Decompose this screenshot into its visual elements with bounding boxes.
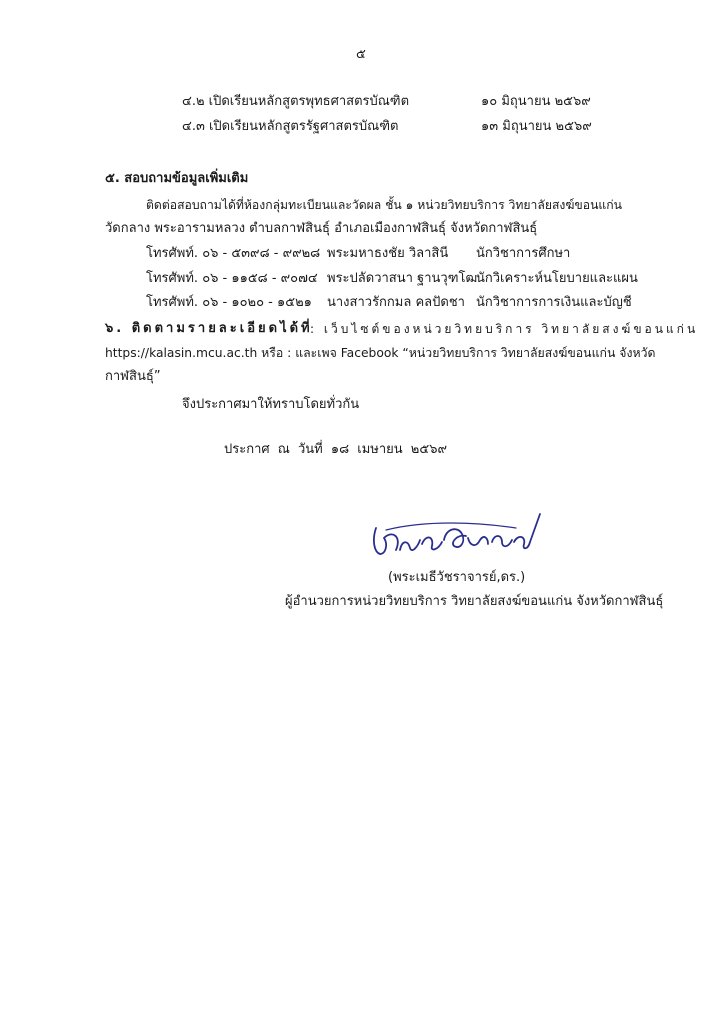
schedule-item-text: ๔.๒ เปิดเรียนหลักสูตรพุทธศาสตรบัณฑิต (182, 94, 410, 109)
section5-line2: วัดกลาง พระอารามหลวง ตำบลกาฬสินธุ์ อำเภอเมืองกาฬสินธุ์ จังหวัดกาฬสินธุ์ (105, 221, 538, 236)
closing-text: จึงประกาศมาให้ทราบโดยทั่วกัน (182, 397, 360, 412)
contact-name: พระปลัดวาสนา ฐานวุฑโฒ (327, 271, 478, 286)
announce-date: ประกาศ ณ วันที่ ๑๘ เมษายน ๒๕๖๙ (224, 442, 447, 457)
contact-name: นางสาวรักกมล คลปัดชา (327, 295, 465, 310)
section6-line3: กาฬสินธุ์” (105, 369, 161, 384)
signer-title: ผู้อำนวยการหน่วยวิทยบริการ วิทยาลัยสงฆ์ขอนแก่น จังหวัดกาฬสินธุ์ (285, 594, 664, 609)
schedule-item-text: ๔.๓ เปิดเรียนหลักสูตรรัฐศาสตรบัณฑิต (182, 119, 399, 134)
signer-name: (พระเมธีวัชราจารย์,ดร.) (388, 570, 526, 585)
section5-line1: ติดต่อสอบถามได้ที่ห้องกลุ่มทะเบียนและวัดผล ชั้น ๑ หน่วยวิทยบริการ วิทยาลัยสงฆ์ขอนแก่น (146, 198, 622, 212)
contact-name: พระมหาธงชัย วิลาสินี (327, 246, 449, 261)
section6-heading: ๖. ติดตามรายละเอียดได้ที่ (105, 321, 313, 336)
signature (366, 510, 546, 560)
contact-position: นักวิชาการศึกษา (476, 246, 571, 261)
contact-position: นักวิชาการการเงินและบัญชี (476, 295, 632, 310)
page-number: ๕ (356, 47, 366, 62)
contact-phone: โทรศัพท์. ๐๖ - ๑๐๒๐ - ๑๕๒๑ (146, 295, 312, 310)
schedule-item-date: ๑๓ มิถุนายน ๒๕๖๙ (481, 119, 592, 134)
section6-line2: https://kalasin.mcu.ac.th หรือ : และเพจ Facebook “หน่วยวิทยบริการ วิทยาลัยสงฆ์ขอนแก่น จังหวัด (105, 346, 656, 360)
schedule-item-date: ๑๐ มิถุนายน ๒๕๖๙ (481, 94, 591, 109)
contact-position: นักวิเคราะห์นโยบายและแผน (476, 271, 638, 286)
contact-phone: โทรศัพท์. ๐๖ - ๑๑๕๘ - ๙๐๗๔ (146, 271, 318, 286)
contact-phone: โทรศัพท์. ๐๖ - ๕๓๙๘ - ๙๙๒๘ (146, 246, 321, 261)
section5-heading: ๕. สอบถามข้อมูลเพิ่มเติม (105, 171, 249, 186)
section6-line1: : เว็บไซต์ของหน่วยวิทยบริการ วิทยาลัยสงฆ์ขอนแก่น (310, 322, 699, 336)
